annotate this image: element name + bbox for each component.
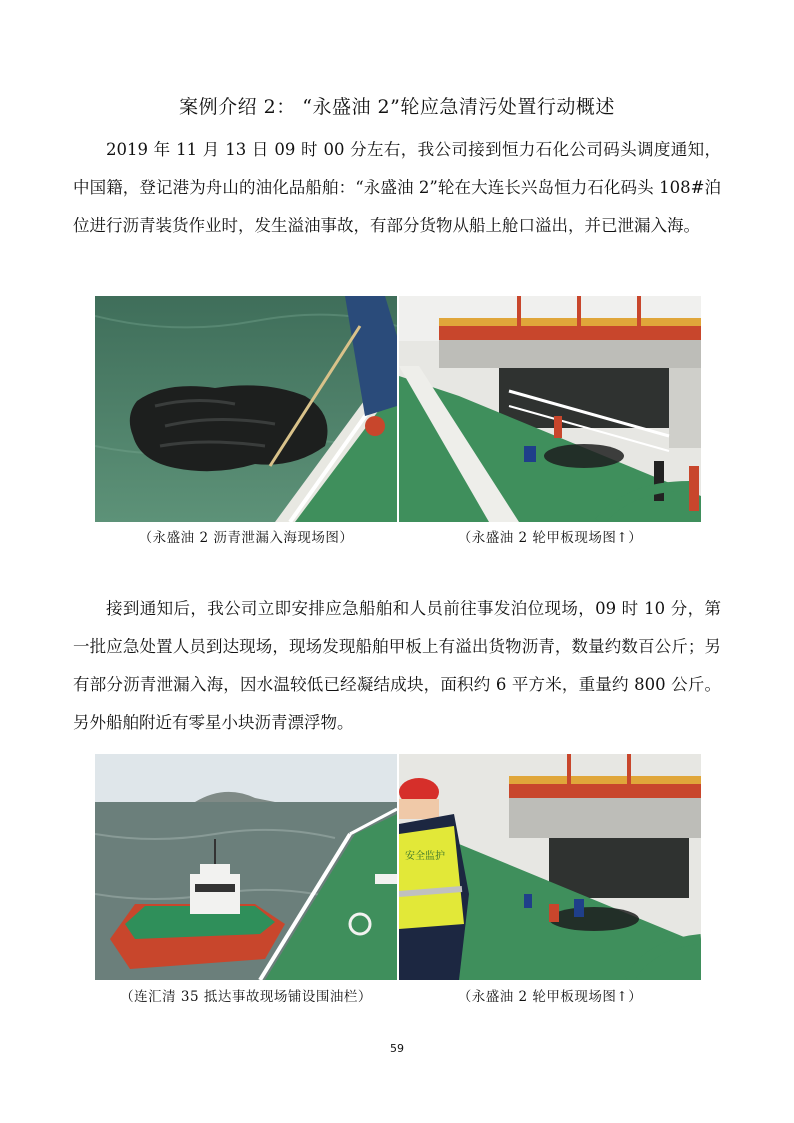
paragraph-response: 接到通知后，我公司立即安排应急船舶和人员前往事发泊位现场，09 时 10 分，第一批应急处置人员到达现场，现场发现船舶甲板上有溢出货物沥青，数量约数百公斤；另有部分沥青泄漏入海，因水温较低已经凝结成块，面积约 6 平方米，重量约 800 公斤。另外船舶附近有零星小块沥青漂浮物。 <box>73 599 721 732</box>
photo-deck-scene-2 <box>399 754 701 980</box>
photo-asphalt-leak <box>95 296 397 522</box>
page-number: 59 <box>390 1042 404 1055</box>
photo-deck-scene-2-caption: （永盛油 2 轮甲板现场图↑） <box>457 989 643 1005</box>
vest-label: 安全监护 <box>405 851 445 862</box>
case-title: 案例介绍 2： “永盛油 2”轮应急清污处置行动概述 <box>179 96 615 118</box>
paragraph-incident: 2019 年 11 月 13 日 09 时 00 分左右，我公司接到恒力石化公司码头调度通知，中国籍，登记港为舟山的油化品船舶：“永盛油 2”轮在大连长兴岛恒力石化码头 108#泊位进行沥青装货作业时，发生溢油事故，有部分货物从船上舱口溢出，并已泄漏入海。 <box>73 140 721 235</box>
photo-response-vessel-caption: （连汇清 35 抵达事故现场铺设围油栏） <box>120 989 372 1005</box>
photo-asphalt-leak-caption: （永盛油 2 沥青泄漏入海现场图） <box>138 530 354 546</box>
deck-scene-illustration-1 <box>399 296 701 522</box>
photo-deck-scene-1-caption: （永盛油 2 轮甲板现场图↑） <box>457 530 643 546</box>
photo-deck-scene-1 <box>399 296 701 522</box>
deck-scene-illustration-2 <box>399 754 701 980</box>
response-vessel-illustration <box>95 754 397 980</box>
asphalt-leak-illustration <box>95 296 397 522</box>
photo-response-vessel <box>95 754 397 980</box>
